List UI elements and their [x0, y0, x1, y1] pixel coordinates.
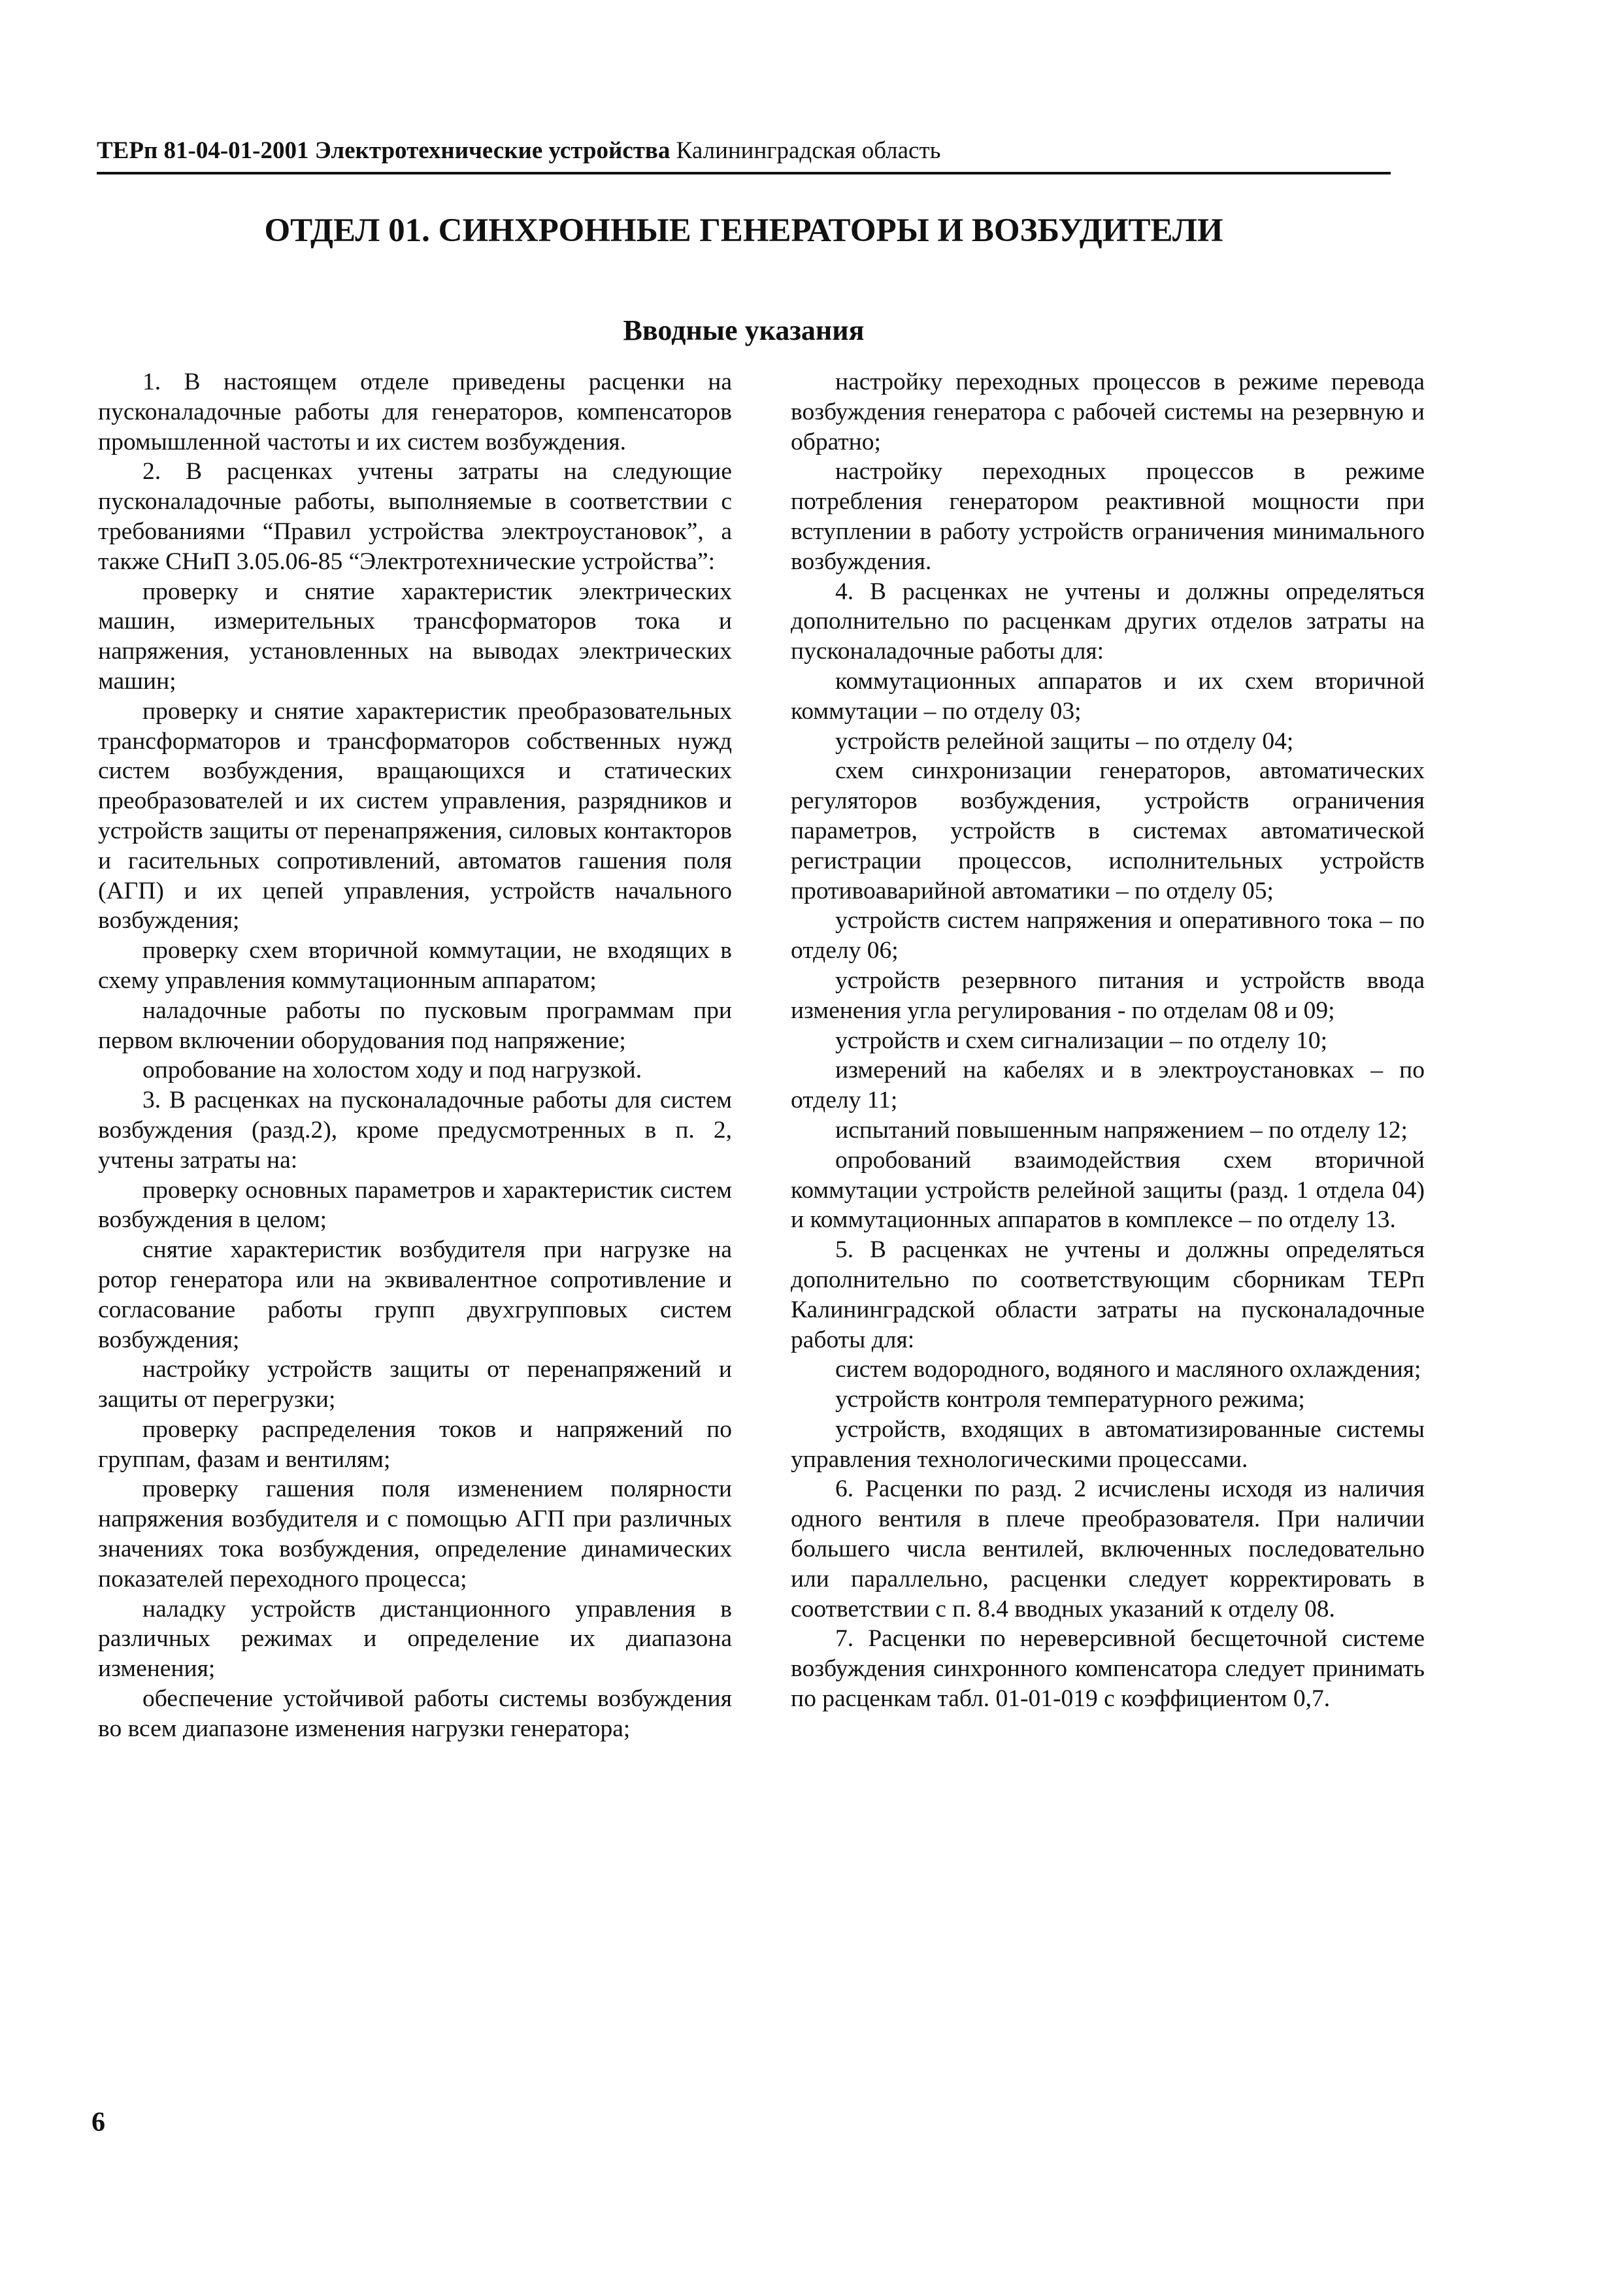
paragraph: настройку переходных процессов в режиме перевода возбуждения генератора с рабочей системы на резервную и обратно;	[791, 369, 1425, 455]
paragraph: устройств контроля температурного режима;	[835, 1386, 1305, 1413]
paragraph: проверку гашения поля изменением полярности напряжения возбудителя и с помощью АГП при различных значениях тока возбуждения, определение динамических показателей переходного процесса;	[98, 1476, 732, 1592]
paragraph: наладочные работы по пусковым программам при первом включении оборудования под напряжение;	[98, 997, 732, 1054]
paragraph: обеспечение устойчивой работы системы возбуждения во всем диапазоне изменения нагрузки генератора;	[98, 1685, 732, 1742]
paragraph: 6. Расценки по разд. 2 исчислены исходя из наличия одного вентиля в плече преобразователя. При наличии большего числа вентилей, включенных последовательно или параллельно, расценки следует корректировать в соответствии с п. 8.4 вводных указаний к отделу 08.	[791, 1476, 1425, 1623]
paragraph: проверку и снятие характеристик преобразовательных трансформаторов и трансформаторов собственных нужд систем возбуждения, вращающихся и статических преобразователей и их систем управления, разрядников и устройств защиты от перенапряжения, силовых контакторов и гасительных сопротивлений, автоматов гашения поля (АГП) и их цепей управления, устройств начального возбуждения;	[98, 697, 732, 934]
paragraph: устройств, входящих в автоматизированные системы управления технологическими процессами.	[791, 1415, 1425, 1473]
paragraph: наладку устройств дистанционного управления в различных режимах и определение их диапазона изменения;	[98, 1595, 732, 1683]
paragraph: 7. Расценки по нереверсивной бесщеточной системе возбуждения синхронного компенсатора следует принимать по расценкам табл. 01-01-019 с коэффициентом 0,7.	[791, 1625, 1425, 1713]
document-code: ТЕРп 81-04-01-2001 Электротехнические устройства	[97, 137, 671, 164]
paragraph: схем синхронизации генераторов, автоматических регуляторов возбуждения, устройств ограничения параметров, устройств в системах автоматической регистрации процессов, исполнительных устройств противоаварийной автоматики – по отделу 05;	[791, 757, 1425, 904]
paragraph: испытаний повышенным напряжением – по отделу 12;	[835, 1116, 1408, 1144]
subtitle: Вводные указания	[623, 314, 865, 346]
paragraph: 3. В расценках на пусконаладочные работы для систем возбуждения (разд.2), кроме предусмотренных в п. 2, учтены затраты на:	[98, 1087, 732, 1174]
paragraph: опробование на холостом ходу и под нагрузкой.	[142, 1057, 642, 1084]
paragraph: настройку устройств защиты от перенапряжений и защиты от перегрузки;	[98, 1356, 732, 1413]
page-number: 6	[91, 2107, 105, 2137]
running-header	[97, 133, 1391, 174]
paragraph: измерений на кабелях и в электроустановках – по отделу 11;	[791, 1057, 1425, 1114]
left-column	[98, 367, 732, 1744]
paragraph: настройку переходных процессов в режиме потребления генератором реактивной мощности при вступлении в работу устройств ограничения минимального возбуждения.	[791, 458, 1425, 575]
paragraph: проверку и снятие характеристик электрических машин, измерительных трансформаторов тока и напряжения, установленных на выводах электрических машин;	[98, 578, 732, 695]
paragraph: устройств систем напряжения и оперативного тока – по отделу 06;	[791, 907, 1425, 965]
document-region: Калининградская область	[676, 137, 941, 164]
paragraph: 2. В расценках учтены затраты на следующие пусконаладочные работы, выполняемые в соответствии с требованиями “Правил устройства электроустановок”, а также СНиП 3.05.06-85 “Электротехнические устройства”:	[98, 458, 732, 575]
paragraph: устройств и схем сигнализации – по отделу 10;	[835, 1027, 1327, 1054]
section-title: ОТДЕЛ 01. СИНХРОННЫЕ ГЕНЕРАТОРЫ И ВОЗБУДИТЕЛИ	[264, 212, 1223, 249]
paragraph: устройств релейной защиты – по отделу 04;	[835, 727, 1294, 755]
right-column	[791, 367, 1425, 1714]
paragraph: 4. В расценках не учтены и должны определяться дополнительно по расценкам других отделов затраты на пусконаладочные работы для:	[791, 578, 1425, 665]
paragraph: систем водородного, водяного и масляного охлаждения;	[835, 1356, 1421, 1383]
paragraph: устройств резервного питания и устройств ввода изменения угла регулирования - по отделам 08 и 09;	[791, 966, 1425, 1024]
paragraph: снятие характеристик возбудителя при нагрузке на ротор генератора или на эквивалентное сопротивление и согласование работы групп двухгрупповых систем возбуждения;	[98, 1236, 732, 1353]
paragraph: коммутационных аппаратов и их схем вторичной коммутации – по отделу 03;	[791, 667, 1425, 725]
paragraph: опробований взаимодействия схем вторичной коммутации устройств релейной защиты (разд. 1 отдела 04) и коммутационных аппаратов в комплексе – по отделу 13.	[791, 1146, 1425, 1234]
paragraph: 1. В настоящем отделе приведены расценки на пусконаладочные работы для генераторов, компенсаторов промышленной частоты и их систем возбуждения.	[98, 369, 732, 455]
paragraph: проверку распределения токов и напряжений по группам, фазам и вентилям;	[98, 1415, 732, 1473]
paragraph: проверку основных параметров и характеристик систем возбуждения в целом;	[98, 1176, 732, 1234]
paragraph: 5. В расценках не учтены и должны определяться дополнительно по соответствующим сборникам ТЕРп Калининградской области затраты на пусконаладочные работы для:	[791, 1236, 1425, 1353]
paragraph: проверку схем вторичной коммутации, не входящих в схему управления коммутационным аппаратом;	[98, 937, 732, 994]
